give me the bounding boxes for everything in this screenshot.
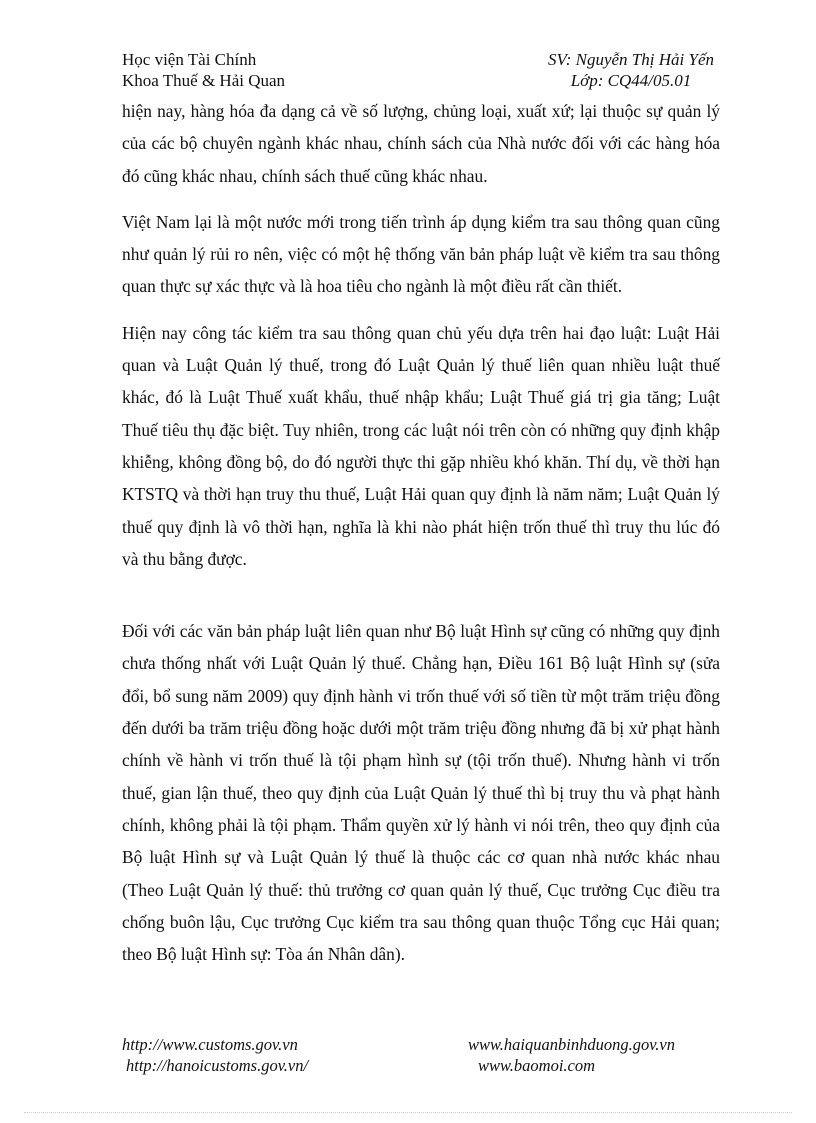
paragraph-3: Hiện nay công tác kiểm tra sau thông quan chủ yếu dựa trên hai đạo luật: Luật Hải quan và Luật Quản lý thuế, trong đó Luật Quản lý thuế liên quan nhiều luật thuế khác, đó là Luật Thuế xuất khẩu, thuế nhập khẩu; Luật Thuế giá trị gia tăng; Luật Thuế tiêu thụ đặc biệt. Tuy nhiên, trong các luật nói trên còn có những quy định khập khiễng, không đồng bộ, do đó người thực thi gặp nhiều khó khăn. Thí dụ, về thời hạn KTSTQ và thời hạn truy thu thuế, Luật Hải quan quy định là năm năm; Luật Quản lý thuế quy định là vô thời hạn, nghĩa là khi nào phát hiện trốn thuế thì truy thu lúc đó và thu bằng được. <box>122 322 720 569</box>
footer-link-hanoicustoms[interactable]: http://hanoicustoms.gov.vn/ <box>126 1056 309 1075</box>
student-name: SV: Nguyễn Thị Hải Yến <box>547 50 714 69</box>
footer-link-baomoi[interactable]: www.baomoi.com <box>478 1056 596 1075</box>
header-left <box>122 49 285 91</box>
page-bottom-divider <box>24 1112 792 1113</box>
paragraph-1: hiện nay, hàng hóa đa dạng cả về số lượng, chủng loại, xuất xứ; lại thuộc sự quản lý của các bộ chuyên ngành khác nhau, chính sách của Nhà nước đối với các hàng hóa đó cũng khác nhau, chính sách thuế cũng khác nhau. <box>122 101 720 186</box>
footer-right <box>468 1034 675 1076</box>
paragraph-4: Đối với các văn bản pháp luật liên quan như Bộ luật Hình sự cũng có những quy định chưa thống nhất với Luật Quản lý thuế. Chẳng hạn, Điều 161 Bộ luật Hình sự (sửa đổi, bổ sung năm 2009) quy định hành vi trốn thuế với số tiền từ một trăm triệu đồng đến dưới ba trăm triệu đồng hoặc dưới một trăm triệu đồng nhưng đã bị xử phạt hành chính về hành vi trốn thuế là tội phạm hình sự (tội trốn thuế). Nhưng hành vi trốn thuế, gian lận thuế, theo quy định của Luật Quản lý thuế thì bị truy thu và phạt hành chính, không phải là tội phạm. Thẩm quyền xử lý hành vi nói trên, theo quy định của Bộ luật Hình sự và Luật Quản lý thuế là thuộc các cơ quan nhà nước khác nhau (Theo Luật Quản lý thuế: thủ trưởng cơ quan quản lý thuế, Cục trưởng Cục điều tra chống buôn lậu, Cục trưởng Cục kiểm tra sau thông quan thuộc Tổng cục Hải quan; theo Bộ luật Hình sự: Tòa án Nhân dân). <box>122 621 720 965</box>
institution-name: Học viện Tài Chính <box>122 50 257 69</box>
document-body <box>122 95 720 970</box>
class-code: Lớp: CQ44/05.01 <box>570 71 692 90</box>
footer-link-customs[interactable]: http://www.customs.gov.vn <box>122 1035 298 1054</box>
footer-link-haiquanbinhduong[interactable]: www.haiquanbinhduong.gov.vn <box>468 1035 676 1054</box>
footer-left <box>122 1034 308 1076</box>
faculty-name: Khoa Thuế & Hải Quan <box>122 71 286 90</box>
paragraph-2: Việt Nam lại là một nước mới trong tiến trình áp dụng kiểm tra sau thông quan cũng như quản lý rủi ro nên, việc có một hệ thống văn bản pháp luật về kiểm tra sau thông quan thực sự xác thực và là hoa tiêu cho ngành là một điều rất cần thiết. <box>122 211 720 297</box>
header-right <box>548 49 714 91</box>
